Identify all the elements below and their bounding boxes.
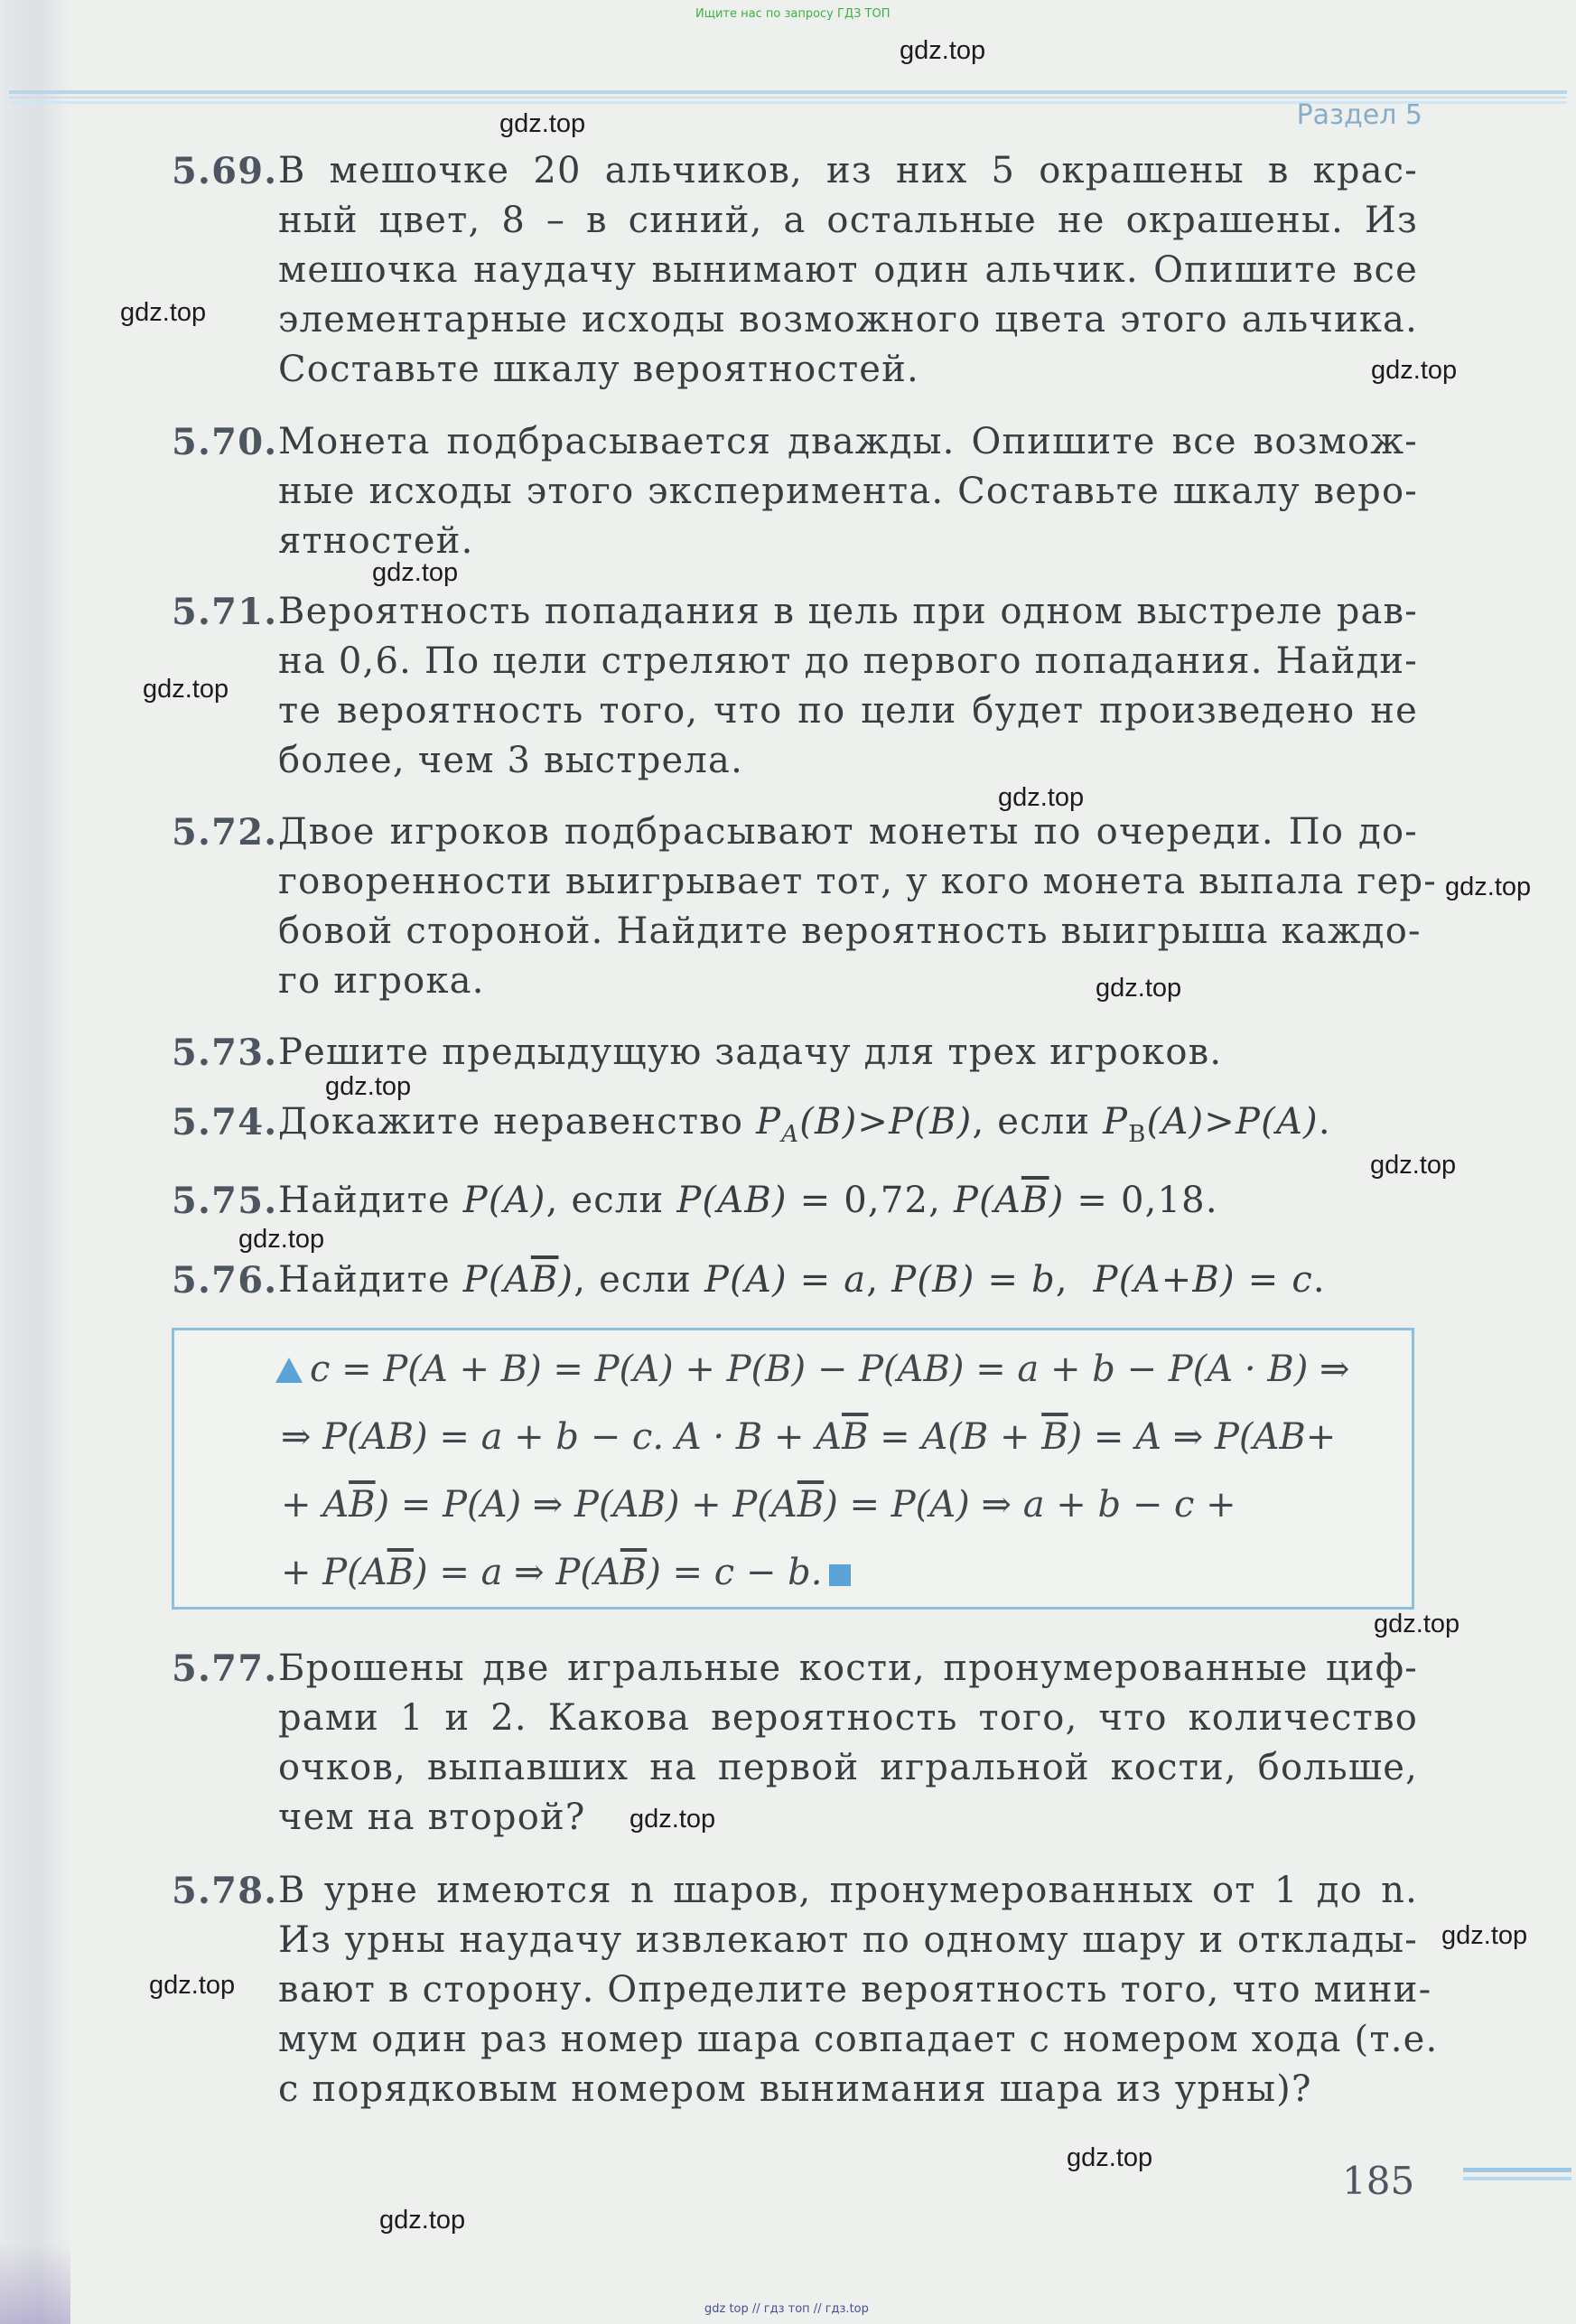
problem-5-71 <box>172 587 1418 786</box>
formula: P(A) <box>462 1180 546 1221</box>
watermark: gdz.top <box>629 1805 716 1834</box>
problem-line: говоренности выигрывает тот, у кого монета выпала гер- <box>278 861 1437 902</box>
problem-line: ный цвет, 8 – в синий, а остальные не окрашены. Из <box>278 200 1418 241</box>
problem-text: , если <box>574 1259 704 1301</box>
watermark: gdz.top <box>143 675 229 704</box>
problem-text: , если <box>546 1180 677 1221</box>
problem-line: мум один раз номер шара совпадает с номером хода (т.е. <box>278 2019 1439 2060</box>
watermark: gdz.top <box>120 298 207 327</box>
watermark: gdz.top <box>372 558 459 587</box>
watermark: gdz.top <box>1096 974 1182 1003</box>
watermark: gdz.top <box>149 1971 236 2000</box>
top-note: Ищите нас по запросу ГДЗ ТОП <box>695 7 891 21</box>
watermark: gdz.top <box>1370 1151 1457 1180</box>
formula: $P_A(B)>P(B)$ <box>756 1101 973 1148</box>
end-of-proof-icon <box>829 1564 851 1586</box>
watermark: gdz.top <box>1445 873 1532 901</box>
formula: P(AB) <box>676 1180 788 1221</box>
problem-line: те вероятность того, что по цели будет произведено не <box>278 690 1418 732</box>
problem-number: 5.75. <box>172 1180 278 1222</box>
page-binding-shadow <box>0 2243 70 2324</box>
solution-line: + $P(A\overline{B}) = a$ ⇒ $P(A\overline{B}) = c - b$. <box>281 1539 1392 1607</box>
problem-5-70 <box>172 417 1418 566</box>
page-binding-edge <box>0 0 70 2324</box>
problem-line: на 0,6. По цели стреляют до первого попадания. Найди- <box>278 640 1418 682</box>
formula: $P(A\overline{B})$ <box>462 1259 574 1301</box>
problem-number: 5.73. <box>172 1031 278 1074</box>
problem-line: Решите предыдущую задачу для трех игроков. <box>278 1031 1223 1073</box>
watermark: gdz.top <box>900 36 986 65</box>
problem-line: мешочка наудачу вынимают один альчик. Опишите все <box>278 249 1418 291</box>
solution-box <box>172 1328 1414 1610</box>
problem-5-69 <box>172 146 1418 395</box>
solution-line: + $A\overline{B}) = P(A)$ ⇒ $P(AB) + P(A\overline{B}) = P(A)$ ⇒ a + b − c + <box>281 1484 1236 1526</box>
watermark: gdz.top <box>238 1225 325 1254</box>
formula: P(A) <box>704 1259 788 1301</box>
bottom-note: gdz top // гдз топ // гдз.top <box>704 2302 869 2316</box>
problem-line: ные исходы этого эксперимента. Составьте шкалу веро- <box>278 471 1418 512</box>
problem-number: 5.74. <box>172 1101 278 1143</box>
problem-line: с порядковым номером вынимания шара из урны)? <box>278 2068 1312 2110</box>
problem-number: 5.69. <box>172 150 278 192</box>
problem-5-74: 5.74. Докажите неравенство $P_A(B)>P(B)$, если $P_B(A)>P(A)$. <box>172 1097 1418 1160</box>
problem-line: Составьте шкалу вероятностей. <box>278 349 919 390</box>
watermark: gdz.top <box>499 109 586 138</box>
watermark: gdz.top <box>325 1072 412 1101</box>
problem-5-75: 5.75. Найдите P(A), если P(AB) = 0,72, $P(A\overline{B}) = 0,18$. <box>172 1176 1418 1226</box>
watermark: gdz.top <box>1374 1610 1460 1638</box>
problem-line: очков, выпавших на первой игральной кости, больше, <box>278 1747 1418 1788</box>
watermark: gdz.top <box>1371 356 1458 385</box>
problem-number: 5.71. <box>172 591 278 633</box>
problem-5-73 <box>172 1028 1418 1078</box>
watermark: gdz.top <box>379 2206 466 2235</box>
watermark: gdz.top <box>1441 1921 1528 1950</box>
problem-number: 5.77. <box>172 1647 278 1690</box>
problem-line: Вероятность попадания в цель при одном выстреле рав- <box>278 591 1418 632</box>
problem-line: В мешочке 20 альчиков, из них 5 окрашены в крас- <box>278 150 1418 191</box>
problem-text: . <box>1205 1180 1218 1221</box>
triangle-icon <box>275 1358 303 1383</box>
problem-5-77 <box>172 1644 1418 1843</box>
problem-5-78 <box>172 1866 1439 2114</box>
problem-line: элементарные исходы возможного цвета этого альчика. <box>278 299 1418 341</box>
problem-line: Брошены две игральные кости, пронумерованные циф- <box>278 1647 1418 1689</box>
problem-line: вают в сторону. Определите вероятность того, что мини- <box>278 1969 1432 2011</box>
solution-line: ⇒ P(AB) = a + b − c. $A \cdot B + A\overline{B} = A(B + \overline{B}) = A$ ⇒ P(AB+ <box>281 1416 1337 1458</box>
problem-text: Найдите <box>278 1259 463 1301</box>
problem-5-72 <box>172 807 1437 1006</box>
problem-line: более, чем 3 выстрела. <box>278 740 743 781</box>
problem-line: Двое игроков подбрасывают монеты по очереди. По до- <box>278 811 1418 853</box>
problem-number: 5.70. <box>172 421 278 463</box>
solution-line: c = P(A + B) = P(A) + P(B) − P(AB) = a + b − P(A · B) ⇒ <box>275 1336 1386 1404</box>
watermark: gdz.top <box>1067 2143 1153 2172</box>
page-number: 185 <box>1342 2159 1415 2203</box>
problem-line: В урне имеются n шаров, пронумерованных от 1 до n. <box>278 1870 1418 1911</box>
problem-text: Докажите неравенство <box>278 1101 757 1143</box>
watermark: gdz.top <box>998 783 1085 812</box>
page-number-rule <box>1463 2168 1571 2188</box>
problem-line: ятностей. <box>278 520 474 562</box>
problem-number: 5.78. <box>172 1870 278 1912</box>
problem-line: рами 1 и 2. Какова вероятность того, что количество <box>278 1697 1418 1739</box>
problem-line: чем на второй? <box>278 1797 586 1838</box>
problem-number: 5.72. <box>172 811 278 854</box>
problem-line: Из урны наудачу извлекают по одному шару и отклады- <box>278 1919 1418 1961</box>
problem-line: Монета подбрасывается дважды. Опишите все возмож- <box>278 421 1418 462</box>
problem-number: 5.76. <box>172 1259 278 1302</box>
formula: $P(A\overline{B})$ <box>953 1180 1065 1221</box>
formula: $P_B(A)>P(A)$ <box>1103 1101 1319 1148</box>
problem-5-76: 5.76. Найдите $P(A\overline{B})$, если P(A) = a, P(B) = b, P(A+B) = c. <box>172 1255 1418 1305</box>
problem-text: Найдите <box>278 1180 463 1221</box>
problem-line: го игрока. <box>278 960 485 1002</box>
problem-text: . <box>1312 1259 1326 1301</box>
section-label: Раздел 5 <box>1296 99 1422 131</box>
problem-text: . <box>1318 1101 1331 1143</box>
problem-line: бовой стороной. Найдите вероятность выигрыша каждо- <box>278 910 1422 952</box>
